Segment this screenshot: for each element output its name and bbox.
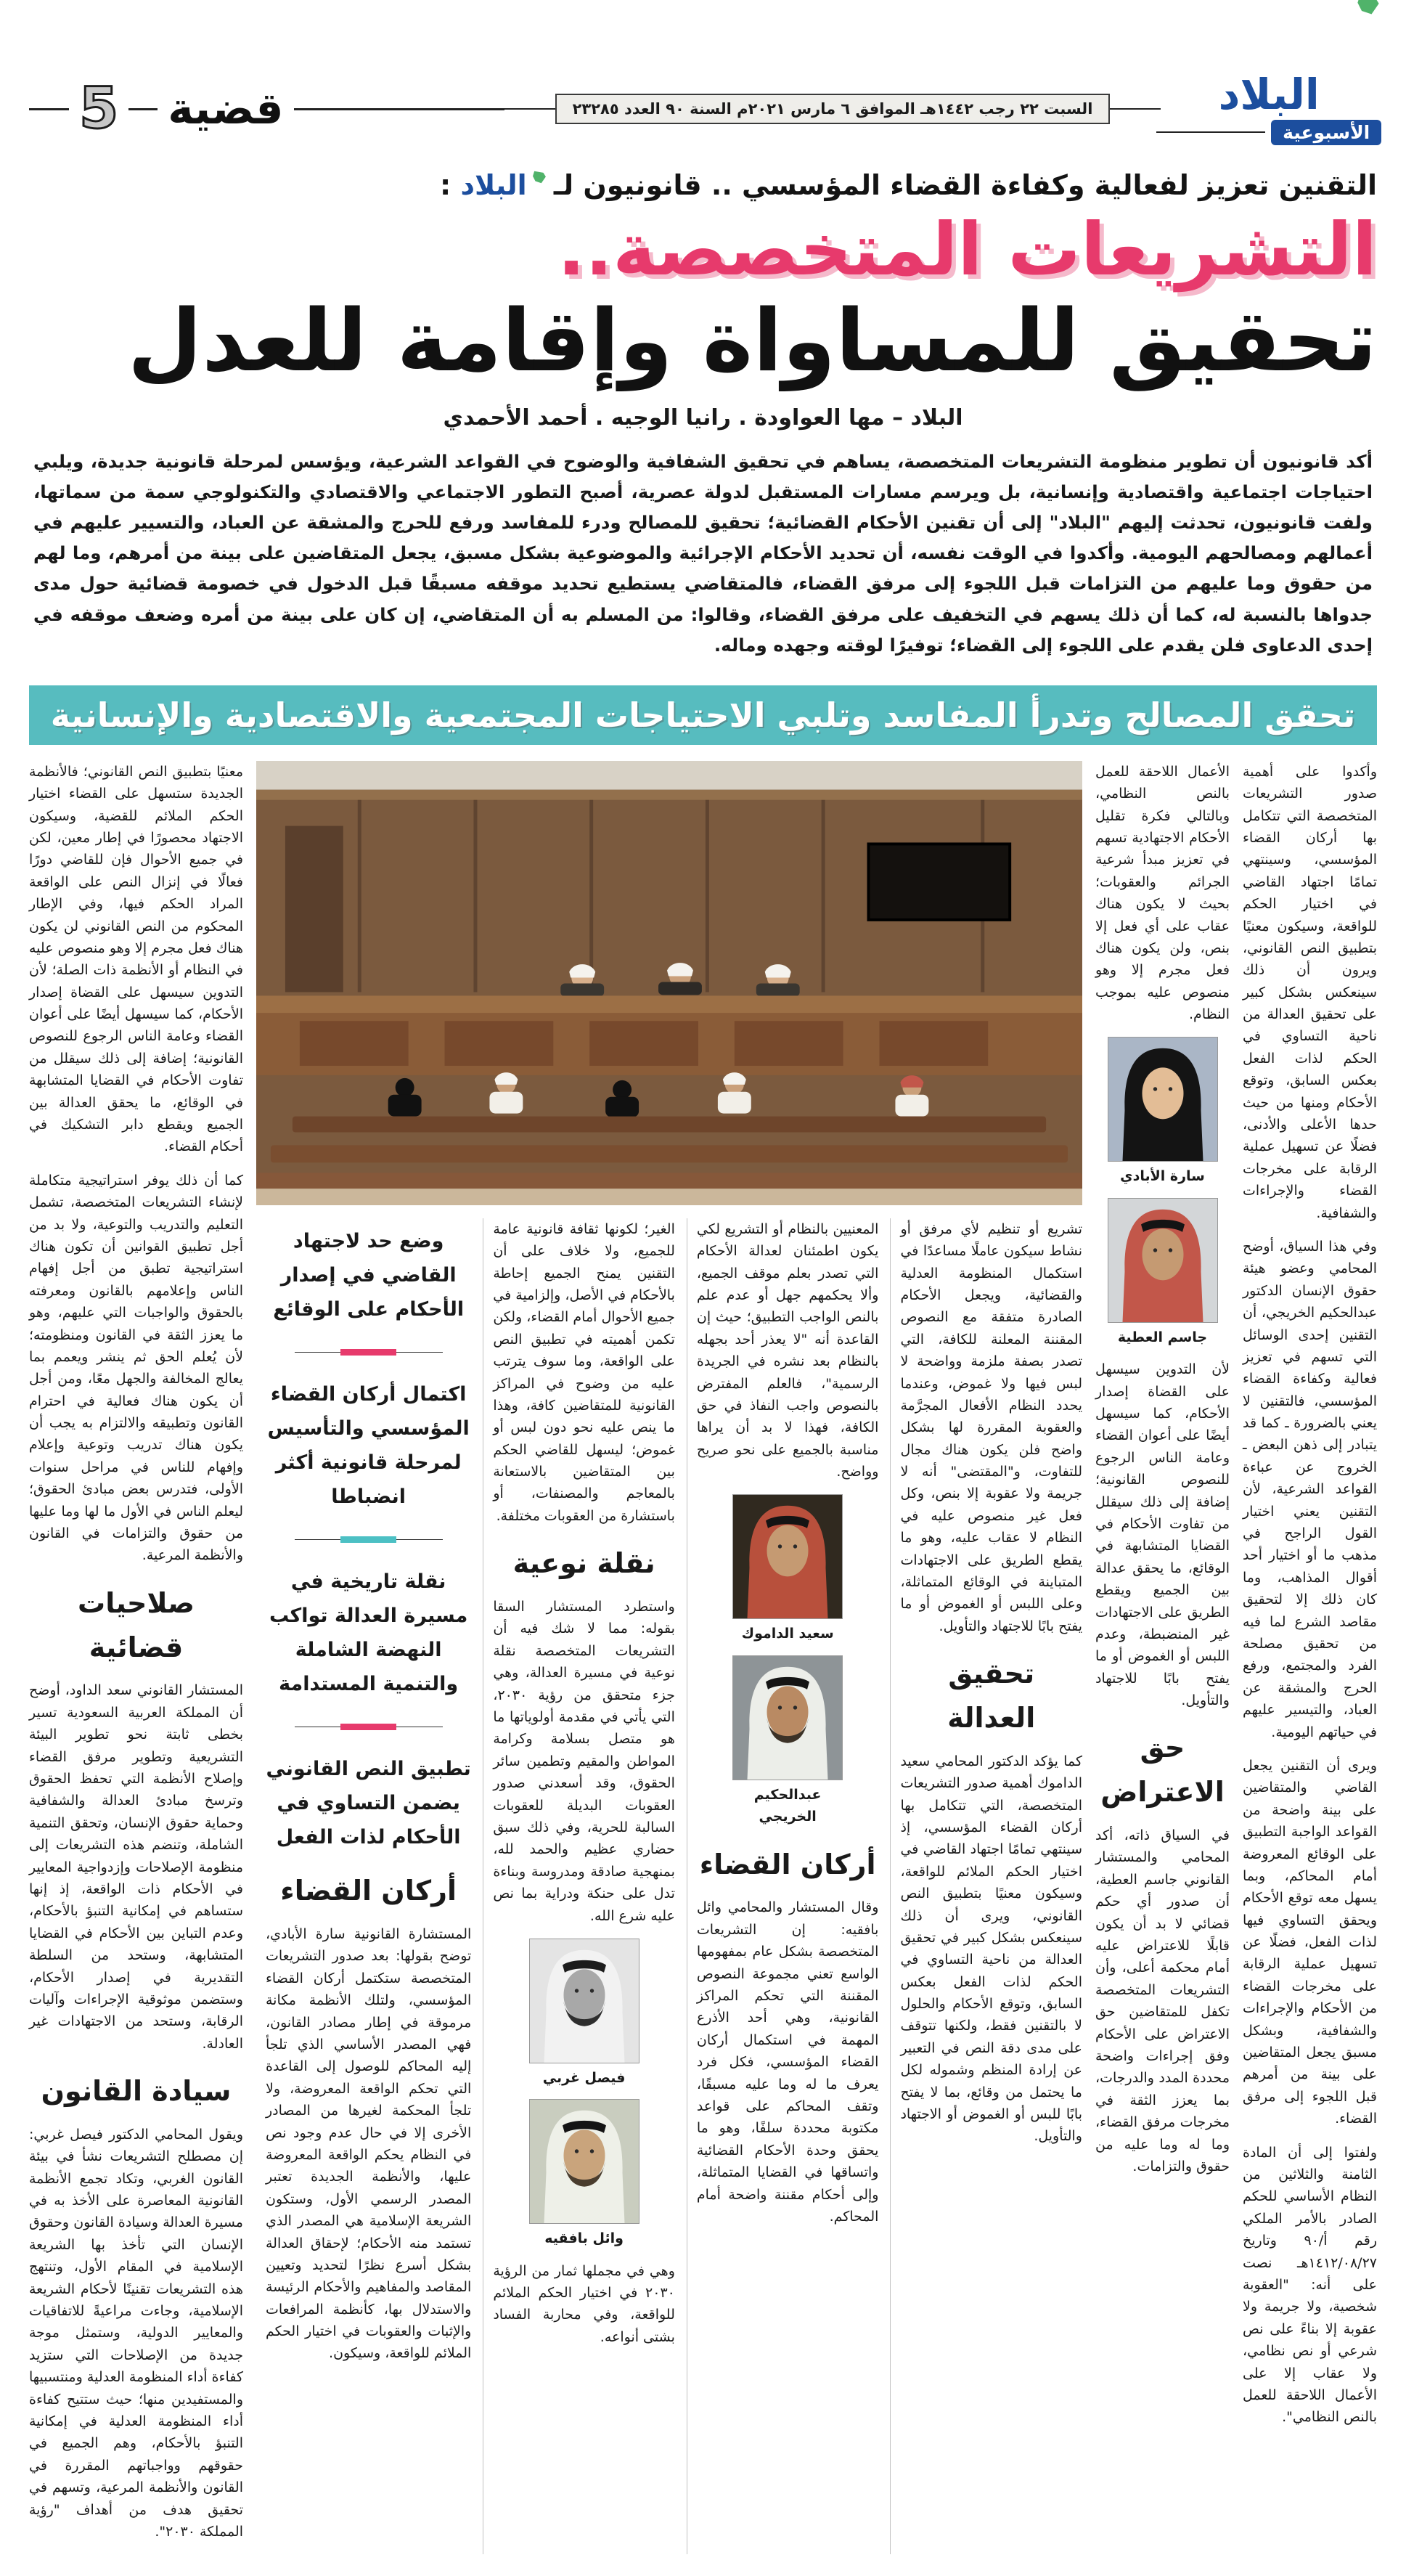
masthead-dateline: [504, 94, 1161, 124]
article-body: [29, 761, 1377, 2555]
body-paragraph: ويرى أن التقنين يجعل القاضي والمتقاضين على بينة واضحة من القواعد الواجبة التطبيق على الوقائع المعروضة أمام المحاكم، وبما يسهل معه توقع الأحكام ويحقق التساوي فيها لذات الفعل، فضلًا عن تسهيل عملية الرقابة على مخرجات القضاء من الأحكام والإجراءات والشفافية، وبشكل مسبق يجعل المتقاضين على بينة من أمرهم قبل اللجوء إلى مرفق القضاء.: [1243, 1757, 1377, 2127]
portrait-caption: فيصل غربي: [542, 2069, 626, 2086]
portrait-saeed-aldamook: [732, 1494, 843, 1644]
masthead-left: [29, 76, 504, 142]
headline-primary: التشريعات المتخصصة..: [557, 207, 1377, 292]
portrait-sara-alabadi: [1108, 1037, 1218, 1187]
kicker-suffix: :: [440, 169, 461, 201]
byline: البلاد – مها العواودة . رانيا الوجيه . أحمد الأحمدي: [443, 404, 963, 431]
divider: [128, 108, 158, 110]
body-paragraph: كما أن ذلك يوفر استراتيجية متكاملة لإنشاء التشريعات المتخصصة، تشمل التعليم والتدريب والتوعية، ولا بد من أجل تطبيق القوانين أن تكون هناك استراتيجية تطبق من أجل إفهام الناس وإعلامهم بالقانون ومعرفته بالحقوق والواجبات التي عليهم، وهو ما يعزز الثقة في القانون ومنظومته؛ لأن يُعلم الحق ثم ينشر ويعمم بما يعالج المخالفة والجهل معًا، ومن أجل أن يكون هناك فعالية في احترام القانون وتطبيقه والالتزام به يجب أن يكون هناك تدريب وتوعية وإعلام وإفهام للناس في مراحل سنوات الأولى، فتدرس بعض مبادئ الحقوق؛ ليعلم الناس في الأول ما لها وما عليها من حقوق والتزامات في القانون والأنظمة المرعية.: [29, 1172, 243, 1564]
portrait-caption: سعيد الداموك: [741, 1626, 834, 1642]
portrait-photo: [529, 1939, 639, 2063]
divider: [1156, 131, 1265, 133]
body-paragraph: المستشار القانوني سعد الداود، أوضح أن المملكة العربية السعودية تسير بخطى ثابتة نحو تطوير البيئة التشريعية وتطوير مرفق القضاء وإصلاح الأنظمة التي تحفظ الحقوق وترسخ مبادئ العدالة والشفافية وحماية حقوق الإنسان، وتحقق التنمية الشاملة، وتنضم هذه التشريعات إلى منظومة الإصلاحات وإزدواجية المعايير في الأحكام ذات الواقعة، إذ إنها ستساهم في إمكانية التنبؤ بالأحكام، وعدم التباين بين الأحكام في القضايا المتشابهة، وستحد من السلطة التقديرية في إصدار الأحكام، وستضمن موثوقية الإجراءات وآليات الرقابة، وستحد من الاجتهادات غير العادلة.: [29, 1682, 243, 2052]
highlight-banner: تحقق المصالح وتدرأ المفاسد وتلبي الاحتياجات المجتمعية والاقتصادية والإنسانية: [29, 685, 1377, 745]
column-center-c: [483, 1218, 675, 2555]
section-heading-siyadat-alqanun: سيادة القانون: [41, 2075, 232, 2108]
courtroom-photo: [256, 761, 1082, 1205]
body-paragraph: وأكدوا على أهمية صدور التشريعات المتخصصة التي تتكامل بها أركان القضاء المؤسسي، وسينتهي تمامًا اجتهاد القاضي في اختيار الحكم للواقعة، وسيكون معنيًا بتطبيق النص القانوني، ويرون أن ذلك سينعكس بشكل كبير على تحقيق العدالة من ناحية التساوي في الحكم لذات الفعل بعكس السابق، وتوقع الأحكام ومنها من حيث حدها الأعلى والأدنى، فضلًا عن تسهيل عملية الرقابة على مخرجات القضاء والإجراءات والشفافية.: [1243, 763, 1377, 1221]
portrait-faisal-gharbi: [529, 1939, 639, 2089]
dateline: السبت ٢٢ رجب ١٤٤٢هـ الموافق ٦ مارس ٢٠٢١م السنة ٩٠ العدد ٢٣٢٨٥: [555, 94, 1111, 124]
column-center-a: [890, 1218, 1082, 2555]
divider: [29, 108, 69, 110]
portrait-jasim-alatiyah: [1108, 1198, 1218, 1348]
pull-quote: نقلة تاريخية في مسيرة العدالة تواكب النهضة الشاملة والتنمية المستدامة: [269, 1570, 468, 1696]
body-paragraph: المستشارة القانونية سارة الأبادي، توضح بقولها: بعد صدور التشريعات المتخصصة ستكتمل أركان القضاء المؤسسي، ولتلك الأنظمة مكانة مرموقة في إطار مصادر القانون، فهي المصدر الأساسي الذي تلجأ إليه المحاكم للوصول إلى القاعدة التي تحكم الواقعة المعروضة، ولا تلجأ المحكمة لغيرها من المصادر الأخرى إلا في حال عدم وجود نص في النظام يحكم الواقعة المعروضة عليها، والأنظمة الجديدة تعتبر المصدر الرسمي الأول، وستكون الشريعة الإسلامية هي المصدر الذي تستمد منه الأحكام؛ لإحقاق العدالة بشكل أسرع نظرًا لتحديد وتعيين المقاصد والمفاهيم والأحكام الرئيسة والاستدلال بها، كأنظمة المرافعات والإثبات والعقوبات في اختيار الحكم الملائم للواقعة، وسيكون.: [266, 1926, 472, 2362]
logo-wordmark: البلاد: [1218, 69, 1320, 119]
pull-quote: اكتمال أركان القضاء المؤسسي والتأسيس لمرحلة قانونية أكثر انضباطا: [267, 1382, 470, 1509]
headline-secondary: تحقيق للمساواة وإقامة للعدل: [127, 290, 1377, 391]
section-heading-haq-alitiradh: حق الاعتراض: [1100, 1732, 1225, 1809]
portrait-photo: [732, 1655, 843, 1780]
portrait-photo: [529, 2099, 639, 2224]
column-right-1: [1243, 761, 1377, 2555]
section-heading-salahiyat-qadhaiyah: صلاحيات قضائية: [78, 1586, 195, 1663]
body-paragraph: الغير؛ لكونها ثقافة قانونية عامة للجميع، ولا خلاف على أن التقنين يمنح الجميع إحاطة بالأحكام في الأصل، وإلزامية في جميع الأحوال أمام القضاء، ولكن تكمن أهميته في تطبيق النص على الواقعة، وما سوف يترتب عليه من وضوح في المراكز القانونية للمتقاضين كافة، وهذا ما ينص عليه نحو دون لبس أو غموض؛ ليسهل للقاضي الحكم بين المتقاضين بالاستعانة بالمعاجم والمصنفات، أو باستشارة من العقوبات مختلفة.: [493, 1220, 675, 1524]
column-pull-quotes: [256, 1218, 471, 2555]
column-far-left: [29, 761, 243, 2555]
body-paragraph: ولفتوا إلى أن المادة الثامنة والثلاثين من النظام الأساسي للحكم الصادر بالأمر الملكي رقم أ/٩٠ وتاريخ ١٤١٢/٠٨/٢٧هـ نصت على أنه: "العقوبة شخصية، ولا جريمة ولا عقوبة إلا بناءً على نص شرعي أو نص نظامي، ولا عقاب إلا على الأعمال اللاحقة للعمل بالنص النظامي".: [1243, 2144, 1377, 2426]
portrait-photo: [1108, 1037, 1218, 1162]
divider: [504, 108, 555, 110]
body-paragraph: وقال المستشار والمحامي وائل بافقيه: إن التشريعات المتخصصة بشكل عام بمفهومها الواسع تعني مجموعة النصوص المقننة التي تحكم المراكز القانونية، وهي أحد الأذرع المهمة في استكمال أركان القضاء المؤسسي، فكل فرد يعرف ما له وما عليه مسبقًا، وتقف المحاكم على قواعد مكتوبة محددة سلفًا، وهو ما يحقق وحدة الأحكام القضائية واتساقها في القضايا المتماثلة، وإلى أحكام مقننة واضحة أمام المحاكم.: [696, 1899, 879, 2225]
portrait-caption: جاسم العطية: [1117, 1329, 1208, 1345]
section-heading-naqlah-nawiyah: نقلة نوعية: [512, 1547, 655, 1580]
page-number: 5: [79, 76, 119, 142]
body-paragraph: في السياق ذاته، أكد المحامي والمستشار القانوني جاسم العطية، أن صدور أي حكم قضائي لا بد أن يكون قابلًا للاعتراض عليه أمام محكمة أعلى، وأن التشريعات المتخصصة تكفل للمتقاضين حق الاعتراض على الأحكام وفق إجراءات واضحة محددة المدد والدرجات، بما يعزز الثقة في مخرجات مرفق القضاء، وما له وما عليه من حقوق والتزامات.: [1095, 1827, 1230, 2174]
portrait-caption: سارة الأبادي: [1120, 1168, 1205, 1185]
section-name: قضية: [168, 83, 284, 134]
body-paragraph: المعنيين بالنظام أو التشريع لكي يكون اطمئنان لعدالة الأحكام التي تصدر بعلم موقف الجميع، وألا يحكمهم جهل أو عدم علم بالنص الواجب التطبيق؛ حيث إن القاعدة أنه "لا يعذر أحد بجهله بالنظام بعد نشره في الجريدة الرسمية"، فالعلم المفترض بالنصوص واجب النفاذ في حق الكافة، فهذا لا بد أن يراها مناسبة بالجميع على نحو صريح وواضح.: [696, 1220, 879, 1480]
portrait-photo: [732, 1494, 843, 1619]
section-heading-arkan-alqadha-2: أركان القضاء: [280, 1875, 457, 1907]
kicker-text: التقنين تعزيز لفعالية وكفاءة القضاء المؤسسي .. قانونيون لـ: [544, 169, 1377, 201]
kicker: [29, 169, 1377, 201]
portrait-caption: وائل بافقيه: [544, 2230, 624, 2247]
quote-divider-teal: [295, 1539, 443, 1540]
intro-paragraph: أكد قانونيون أن تطوير منظومة التشريعات المتخصصة، يساهم في تحقيق الشفافية والوضوح في القواعد الشرعية، ويؤسس لمرحلة قانونية جديدة، ويلبي احتياجات اجتماعية واقتصادية وإنسانية، بل ويرسم مسارات المستقبل لدولة عصرية، أصبح التطور الاجتماعي والاقتصادي والتكنولوجي سمة من سماتها، ولفت قانونيون، تحدثت إليهم "البلاد" إلى أن تقنين الأحكام القضائية؛ تحقيق للمصالح ودرء للمفاسد ورفع للحرج والمشقة عن العباد، والتسيير عليهم في أعمالهم ومصالحهم اليومية. وأكدوا في الوقت نفسه، أن تحديد الأحكام الإجرائية والموضوعية بشكل مسبق، يجعل المتقاضين على بينة من أمرهم، وما لهم من حقوق وما عليهم من التزامات قبل اللجوء إلى مرفق القضاء، فالمتقاضي يستطيع تحديد موقفه مسبقًا قبل الدخول في خصومة قضائية حول مدى جدواها بالنسبة له، كما أن ذلك يسهم في التخفيف على مرفق القضاء، وقالوا: من المسلم به أن المتقاضي، إن كان على بينة من أمره وضعف موقفه في إحدى الدعاوى فلن يقدم على اللجوء إلى القضاء؛ توفيرًا لوقته وجهده وماله.: [33, 450, 1373, 656]
divider: [1110, 108, 1161, 110]
portrait-caption: عبدالحكيم الخريجي: [753, 1786, 822, 1825]
body-paragraph: واستطرد المستشار السقا بقوله: مما لا شك فيه أن التشريعات المتخصصة نقلة نوعية في مسيرة العدالة، وهي جزء متحقق من رؤية ٢٠٣٠، التي يأتي في مقدمة أولوياتها ما هو متصل بسلامة وكرامة المواطن والمقيم وتطمين سائر الحقوق، وقد أسعدني صدور العقوبات البديلة للعقوبات السالبة للحرية، وفي ذلك سبق حضاري عظيم والحمد لله، بمنهجية صادقة ومدروسة وبناءة تدل على حنكة ودراية بما نص عليه شرع الله.: [493, 1599, 675, 1924]
below-photo-columns: [256, 1218, 1082, 2555]
column-right-2: [1095, 761, 1230, 2555]
body-paragraph: وهي في مجملها ثمار من الرؤية ٢٠٣٠ في اختيار الحكم الملائم للواقعة، وفي محاربة الفساد بشتى أنواعه.: [493, 2262, 675, 2345]
kicker-logo-word: البلاد: [460, 169, 527, 201]
portrait-wael-bafaqih: [529, 2099, 639, 2249]
pull-quote: وضع حد لاجتهاد القاضي في إصدار الأحكام على الوقائع: [273, 1229, 465, 1321]
section-heading-tahqiq-aladalah: تحقيق العدالة: [947, 1658, 1036, 1734]
center-block: [256, 761, 1082, 2555]
quote-divider-pink: [295, 1352, 443, 1353]
body-paragraph: لأن التدوين سيسهل على القضاة إصدار الأحكام، كما سيسهل أيضًا على أعوان القضاء وعامة الناس الرجوع للنصوص القانونية؛ إضافة إلى ذلك سيقلل من تفاوت الأحكام في القضايا المتشابهة في الوقائع، ما يحقق عدالة بين الجميع ويقطع الطريق على الاجتهادات غير المنضبطة، وعدم اللبس أو الغموض أو ما يفتح بابًا للاجتهاد والتأويل.: [1095, 1361, 1230, 1709]
masthead: [29, 69, 1377, 149]
column-center-b: [687, 1218, 879, 2555]
body-paragraph: معنيًا بتطبيق النص القانوني؛ فالأنظمة الجديدة ستسهل على القضاء اختيار الحكم الملائم للقضية، وسيكون الاجتهاد محصورًا في إطار معين، لكن في جميع الأحوال فإن للقاضي دورًا فعالًا في إنزال النص على الواقعة المراد الحكم فيها، وفي الإطار المحكوم من النص القانوني لن يكون هناك فعل مجرم إلا وهو منصوص عليه في النظام أو الأنظمة ذات الصلة؛ لأن التدوين سيسهل على القضاة إصدار الأحكام، كما سيسهل أيضًا على أعوان القضاء وعامة الناس الرجوع للنصوص القانونية؛ إضافة إلى ذلك سيقلل من تفاوت الأحكام في القضايا المتشابهة في الوقائع، ما يحقق العدالة بين الجميع ويقطع دابر التشكيك في أحكام القضاء.: [29, 763, 243, 1155]
pull-quote: تطبيق النص القانوني يضمن التساوي في الأحكام لذات الفعل: [266, 1757, 471, 1849]
portrait-photo: [1108, 1198, 1218, 1323]
saudi-map-icon: [1355, 0, 1381, 17]
portrait-abdulhakim-alkhuraiji: [732, 1655, 843, 1828]
section-heading-arkan-alqadha: أركان القضاء: [699, 1848, 876, 1880]
body-paragraph: وفي هذا السياق، أوضح المحامي وعضو هيئة حقوق الإنسان الدكتور عبدالحكيم الخريجي، أن التقنين إحدى الوسائل التي تسهم في تعزيز فعالية وكفاءة القضاء المؤسسي، فالتقنين لا يعني بالضرورة ـ كما قد يتبادر إلى ذهن البعض ـ الخروج عن عباءة القواعد الشرعية، لأن التقنين يعني اختيار القول الراجح في مذهب ما أو اختيار أحد أقوال المذاهب، وما كان ذلك إلا لتحقيق مقاصد الشرع لما فيه من تحقيق مصلحة الفرد والمجتمع، ورفع الحرج والمشقة عن العباد، والتيسير عليهم في حياتهم اليومية.: [1243, 1238, 1377, 1740]
body-paragraph: كما يؤكد الدكتور المحامي سعيد الداموك أهمية صدور التشريعات المتخصصة، التي تتكامل بها أركان القضاء المؤسسي، إذ سينتهي تمامًا اجتهاد القاضي في اختيار الحكم الملائم للواقعة، وسيكون معنيًا بتطبيق النص القانوني، ويرى أن ذلك سينعكس بشكل كبير في تحقيق العدالة من ناحية التساوي في الحكم لذات الفعل بعكس السابق، وتوقع الأحكام والحلول لا بالتقنين فقط، ولكنها تتوقف على مدى دقة النص في التعبير عن إرادة المنظم وشموله لكل ما يحتمل من وقائع، بما لا يفتح بابًا للبس أو الغموض أو الاجتهاد والتأويل.: [900, 1753, 1082, 2145]
divider: [294, 108, 504, 110]
newspaper-logo: [1161, 69, 1377, 145]
body-paragraph: تشريع أو تنظيم لأي مرفق أو نشاط سيكون عاملًا مساعدًا في استكمال المنظومة العدلية والقضائية، ويجعل الأحكام الصادرة متفقة مع النصوص المقننة المعلنة للكافة، التي تصدر بصفة ملزمة وواضحة لا لبس فيها ولا غموض، وعندما يحدد النظام الأفعال المجرَّمة والعقوبة المقررة لها بشكل واضح فلن يكون هناك مجال للتفاوت، و"المقتضى" أنه لا جريمة ولا عقوبة إلا بنص، وكل فعل غير منصوص عليه في النظام لا عقاب عليه، وهو ما يقطع الطريق على الاجتهادات المتباينة في الوقائع المتماثلة، وعلى اللبس أو الغموض أو ما يفتح بابًا للاجتهاد والتأويل.: [900, 1220, 1082, 1634]
body-paragraph: ويقول المحامي الدكتور فيصل غربي: إن مصطلح التشريعات نشأ في بيئة القانون الغربي، وتكاد تجمع الأنظمة القانونية المعاصرة على الأخذ به في مسيرة العدالة وسيادة القانون وحقوق الإنسان التي تأخذ بها الشريعة الإسلامية في المقام الأول، وتنتهج هذه التشريعات تقنينًا لأحكام الشريعة الإسلامية، وجاءت مراعيةً للاتفاقيات والمعايير الدولية، وستمثل موجة جديدة من الإصلاحات التي ستزيد كفاءة أداء المنظومة العدلية ومنتسبيها والمستفيدين منها؛ حيث ستتيح كفاءة أداء المنظومة العدلية في إمكانية التنبؤ بالأحكام، وهم الجميع في حقوقهم وواجباتهم المقررة في القانون والأنظمة المرعية، وتسهم في تحقيق هدف من أهداف "رؤية المملكة ٢٠٣٠".: [29, 2126, 243, 2540]
body-paragraph: الأعمال اللاحقة للعمل بالنص النظامي، وبالتالي فكرة تقليل الأحكام الاجتهادية تسهم في تعزيز مبدأ شرعية الجرائم والعقوبات؛ بحيث لا يكون هناك عقاب على أي فعل إلا بنص، ولن يكون هناك فعل مجرم إلا وهو منصوص عليه بموجب النظام.: [1095, 763, 1230, 1023]
logo-weekly-badge: الأسبوعية: [1271, 120, 1381, 145]
